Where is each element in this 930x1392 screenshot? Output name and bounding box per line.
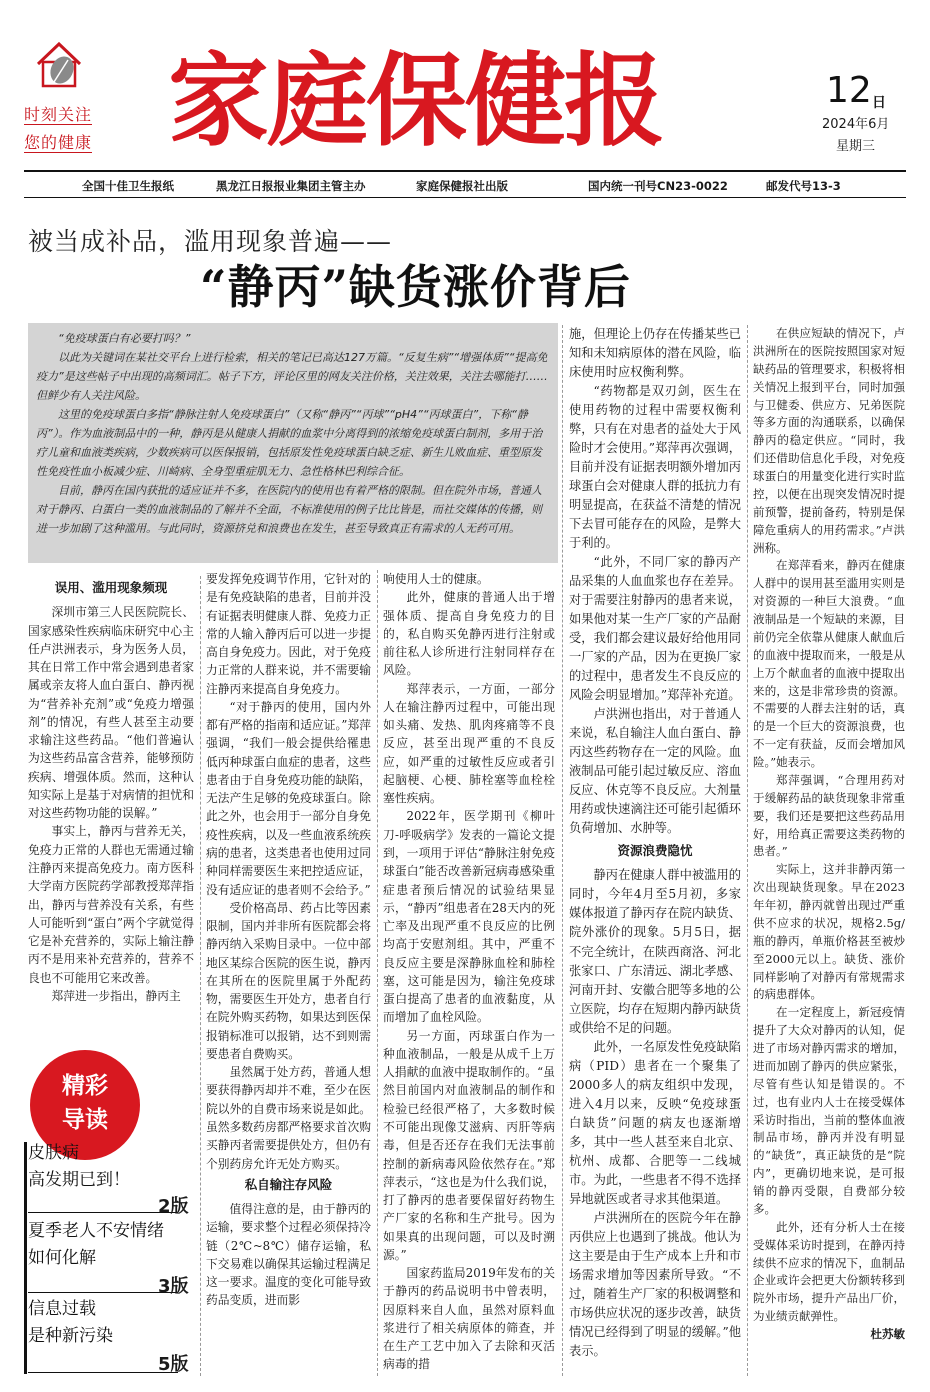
article-column-2 bbox=[206, 570, 371, 1380]
body-paragraph: 事实上，静丙与营养无关，免疫力正常的人群也无需通过输注静丙来提高免疫力。南方医科大学南方医院药学部教授郑萍指出，静丙与营养没有关系，有些人可能听到“蛋白”两个字就觉得它是补充营养的，实际上输注静丙不是用来补充营养的，营养不良也不可能用它来改善。 bbox=[28, 824, 194, 985]
issue-year-month: 2024年6月 bbox=[822, 117, 890, 132]
abstract-paragraph: 目前，静丙在国内获批的适应证并不多，在医院内的使用也有着严格的限制。但在院外市场，普通人对于静丙、白蛋白一类的血液制品的了解并不全面，不标准使用的例子比比皆是，而社交媒体的传播，则进一步加剧了这种滥用。与此同时，资源挤兑和浪费也在发生，甚至导致真正有需求的人无药可用。 bbox=[36, 484, 542, 535]
body-paragraph: 郑萍强调，“合理用药对于缓解药品的缺货现象非常重要，我们还是要把这些药品用好，用给真正需要这类药物的患者。” bbox=[753, 772, 905, 859]
body-paragraph: 值得注意的是，由于静丙的运输，要求整个过程必须保持冷链（2℃~8℃）储存运输，私下交易难以确保其运输过程满足这一要求。温度的变化可能导致药品变质，进而影 bbox=[206, 1202, 371, 1308]
body-paragraph: 施，但理论上仍存在传播某些已知和未知病原体的潜在风险，临床使用时应权衡利弊。 bbox=[569, 327, 741, 380]
promo-item-title: 信息过载 bbox=[28, 1299, 96, 1319]
badge-line-2: 导读 bbox=[62, 1107, 108, 1133]
promo-item-title: 如何化解 bbox=[28, 1248, 96, 1268]
promo-item-2[interactable] bbox=[28, 1218, 198, 1272]
house-leaf-logo-icon bbox=[34, 40, 84, 88]
article-abstract-box bbox=[28, 323, 558, 563]
body-paragraph: 在供应短缺的情况下，卢洪洲所在的医院按照国家对短缺药品的管理要求，积极将相关情况上报到平台，同时加强与卫健委、供应方、兄弟医院等多方面的沟通联系，以确保静丙的稳定供应。“同时，我们还借助信息化手段，对免疫球蛋白的用量变化进行实时监控，以便在出现突发情况时提前预警，提前备药，特别是保障危重病人的用药需求。”卢洪洲称。 bbox=[753, 326, 905, 555]
postal-code-text: 邮发代号13-3 bbox=[766, 179, 841, 193]
promo-item-title: 夏季老人不安情绪 bbox=[28, 1221, 164, 1241]
masthead-rule-bottom bbox=[24, 197, 906, 198]
slogan-line-1: 时刻关注 bbox=[24, 105, 93, 124]
body-paragraph: 响使用人士的健康。 bbox=[383, 572, 489, 586]
author-byline: 杜苏敏 bbox=[870, 1327, 905, 1341]
body-paragraph: “药物都是双刃剑，医生在使用药物的过程中需要权衡利弊，只有在对患者的益处大于风险时才会使用。”郑萍再次强调，目前并没有证据表明额外增加丙球蛋白会对健康人群的抵抗力有明显提高，在获益不清楚的情况下去冒可能存在的风险，是弊大于利的。 bbox=[569, 384, 741, 551]
newspaper-masthead-title: 家庭保健报 bbox=[168, 41, 664, 160]
promo-side-bar bbox=[24, 1142, 27, 1374]
column-divider bbox=[562, 325, 563, 1376]
body-paragraph: 要发挥免疫调节作用，它针对的是有免疫缺陷的患者，目前并没有证据表明健康人群、免疫力正常的人输入静丙后可以进一步提高自身免疫力。因此，对于免疫力正常的人群来说，并不需要输注静丙来提高自身免疫力。 bbox=[206, 572, 371, 696]
column-divider bbox=[377, 570, 378, 1376]
body-paragraph: “对于静丙的使用，国内外都有严格的指南和适应证。”郑萍强调，“我们一般会提供给罹患低丙种球蛋白血症的患者，这些患者由于自身免疫功能的缺陷，无法产生足够的免疫球蛋白。除此之外，也会用于一部分自身免疫性疾病，以及一些血液系统疾病的患者，这类患者也使用过同种同样需要医生来把控适应证，没有适应证的患者则不会给予。” bbox=[206, 699, 371, 897]
issue-day-unit: 日 bbox=[872, 95, 886, 111]
body-paragraph: 实际上，这并非静丙第一次出现缺货现象。早在2023年年初，静丙就曾出现过严重供不应求的状况，规格2.5g/瓶的静丙，单瓶价格甚至被炒至2000元以上。缺货、涨价同样影响了对静丙有常规需求的病患群体。 bbox=[753, 862, 905, 1002]
promo-item-title: 皮肤病 bbox=[28, 1143, 79, 1163]
promo-item-3[interactable] bbox=[28, 1296, 198, 1350]
promo-rule bbox=[28, 1292, 178, 1293]
body-paragraph: 国家药监局2019年发布的关于静丙的药品说明书中曾表明，因原料来自人血，虽然对原料血浆进行了相关病原体的筛查，并在生产工艺中加入了去除和灭活病毒的措 bbox=[383, 1266, 555, 1372]
promo-page-ref: 5版 bbox=[158, 1354, 189, 1375]
masthead-rule-top bbox=[24, 170, 906, 172]
column-divider bbox=[747, 325, 748, 1376]
article-kicker: 被当成补品，滥用现象普遍—— bbox=[28, 227, 393, 256]
article-headline: “静丙”缺货涨价背后 bbox=[200, 260, 631, 314]
promo-page-ref: 3版 bbox=[158, 1276, 189, 1297]
section-heading: 私自输注存风险 bbox=[244, 1176, 333, 1192]
article-column-1 bbox=[28, 576, 194, 1046]
body-paragraph: “此外，不同厂家的静丙产品采集的人血血浆也存在差异。对于需要注射静丙的患者来说，如果他对某一生产厂家的产品耐受，我们都会建议最好给他用同一厂家的产品，因为在更换厂家的过程中，患者发生不良反应的风险会明显增加。”郑萍补充道。 bbox=[569, 555, 741, 703]
body-paragraph: 静丙在健康人群中被滥用的同时，今年4月至5月初，多家媒体报道了静丙存在院内缺货、院外涨价的现象。5月5日，据不完全统计，在陕西商洛、河北张家口、广东清远、湖北孝感、河南开封、安徽合肥等多地的公立医院，均存在短期内静丙缺货或供给不足的问题。 bbox=[569, 868, 741, 1035]
column-divider bbox=[200, 576, 201, 1376]
body-paragraph: 虽然属于处方药，普通人想要获得静丙却并不难，至少在医院以外的自费市场来说是如此。虽然多数药房都严格要求首次购买静丙者需要提供处方，但仍有个别药房允许无处方购买。 bbox=[206, 1065, 371, 1171]
promo-page-ref: 2版 bbox=[158, 1196, 189, 1217]
body-paragraph: 此外，健康的普通人出于增强体质、提高自身免疫力的目的，私自购买免静丙进行注射或前往私人诊所进行注射同样存在风险。 bbox=[383, 590, 555, 678]
promo-rule bbox=[28, 1212, 178, 1213]
body-paragraph: 深圳市第三人民医院院长、国家感染性疾病临床研究中心主任卢洪洲表示，身为医务人员，其在日常工作中常会遇到患者家属或亲友将人血白蛋白、静丙视为“营养补充剂”或“免疫力增强剂”的情况，有些人甚至主动要求输注这些药品。“他们普遍认为这些药品富含营养，能够预防疾病、增强体质。然而，这种认知实际上是基于对病情的担忧和对这些药物功能的误解。” bbox=[28, 605, 194, 821]
award-text: 全国十佳卫生报纸 bbox=[82, 179, 174, 193]
body-paragraph: 另一方面，丙球蛋白作为一种血液制品，一般是从成千上万人捐献的血液中提取制作的。“虽然目前国内对血液制品的制作和检验已经很严格了，大多数时候不可能出现像艾滋病、丙肝等病毒，但是否还存在我们无法事前控制的新病毒风险依然存在。”郑萍表示，“这也是为什么我们说，打了静丙的患者要保留好药物生产厂家的名称和生产批号。因为如果真的出现问题，可以及时溯源。” bbox=[383, 1028, 555, 1262]
section-heading: 误用、滥用现象频现 bbox=[54, 580, 168, 595]
body-paragraph: 卢洪洲所在的医院今年在静丙供应上也遇到了挑战。他认为这主要是由于生产成本上升和市场需求增加等因素所导致。“不过，随着生产厂家的积极调整和市场供应状况的逐步改善，缺货情况已经得到了明显的缓解。”他表示。 bbox=[569, 1210, 741, 1358]
sponsor-text: 黑龙江日报报业集团主管主办 bbox=[216, 179, 366, 193]
body-paragraph: 在一定程度上，新冠疫情提升了大众对静丙的认知，促进了市场对静丙需求的增加，进而加剧了静丙的供应紧张，尽管有些认知是错误的。不过，也有业内人士在接受媒体采访时指出，当前的整体血液制品市场，静丙并没有明显的“缺货”，真正缺货的是“院内”，更确切地来说，是可报销的静丙受限，自费部分较多。 bbox=[753, 1005, 905, 1216]
issn-text: 国内统一刊号CN23-0022 bbox=[588, 179, 728, 193]
promo-rule bbox=[28, 1372, 178, 1373]
promo-item-1[interactable] bbox=[28, 1140, 198, 1194]
section-heading: 资源浪费隐忧 bbox=[617, 843, 693, 859]
promo-item-title: 高发期已到！ bbox=[28, 1170, 130, 1190]
abstract-paragraph: 以此为关键词在某社交平台上进行检索，相关的笔记已高达127万篇。“反复生病”“增强体质”“提高免疫力”是这些帖子中出现的高频词汇。帖子下方，评论区里的网友关注价格，关注效果，关注去哪能打……但鲜少有人关注风险。 bbox=[36, 351, 548, 402]
body-paragraph: 在郑萍看来，静丙在健康人群中的误用甚至滥用实则是对资源的一种巨大浪费。“血液制品是一个短缺的来源，目前仍完全依靠从健康人献血后的血液中提取而来，一般是从上万个献血者的血液中提取出来的，这是非常珍贵的资源。不需要的人群去注射的话，真的是一个巨大的资源浪费，也不一定有获益，反而会增加风险。”她表示。 bbox=[753, 558, 905, 769]
masthead-info-bar bbox=[24, 176, 906, 196]
article-column-5 bbox=[753, 325, 905, 1385]
body-paragraph: 2022年，医学期刊《柳叶刀-呼吸病学》发表的一篇论文提到，一项用于评估“静脉注射免疫球蛋白”能否改善新冠病毒感染重症患者预后情况的试验结果显示，“静丙”组患者在28天内的死亡率及出现严重不良反应的比例均高于安慰剂组。其中，严重不良反应主要是深静脉血栓和肺栓塞，这可能是因为，输注免疫球蛋白提高了患者的血液黏度，从而增加了血栓风险。 bbox=[383, 809, 555, 1025]
body-paragraph: 此外，还有分析人士在接受媒体采访时提到，在静丙持续供不应求的情况下，血制品企业或许会把更大份额转移到院外市场，提升产品出厂价，为业绩贡献弹性。 bbox=[753, 1219, 905, 1324]
issue-weekday: 星期三 bbox=[836, 139, 876, 154]
promo-item-title: 是种新污染 bbox=[28, 1326, 113, 1346]
article-column-3 bbox=[383, 570, 555, 1380]
article-column-4 bbox=[569, 325, 741, 1380]
body-paragraph: 卢洪洲也指出，对于普通人来说，私自输注人血白蛋白、静丙这些药物存在一定的风险。血液制品可能引起过敏反应、溶血反应、休克等不良反应。大剂量用药或快速滴注还可能引起循环负荷增加、水肿等。 bbox=[569, 707, 741, 836]
body-paragraph: 此外，一名原发性免疫缺陷病（PID）患者在一个聚集了2000多人的病友组织中发现，进入4月以来，反映“免疫球蛋白缺货”问题的病友也逐渐增多，其中一些人甚至来自北京、杭州、成都、合肥等一二线城市。为此，一些患者不得不选择异地就医或者寻求其他渠道。 bbox=[569, 1039, 741, 1206]
abstract-paragraph: “免疫球蛋白有必要打吗？” bbox=[58, 332, 191, 345]
badge-line-1: 精彩 bbox=[62, 1073, 108, 1099]
publisher-text: 家庭保健报社出版 bbox=[416, 179, 508, 193]
body-paragraph: 受价格高昂、药占比等因素限制，国内并非所有医院都会将静丙纳入采购目录中。一位中部地区某综合医院的医生说，静丙在其所在的医院里属于外配药物，需要医生开处方，患者自行在院外购买药物，如果达到医保报销标准可以报销，达不到则需要患者自费购买。 bbox=[206, 900, 371, 1061]
abstract-paragraph: 这里的免疫球蛋白多指“静脉注射人免疫球蛋白”（又称“静丙”“丙球”“pH4”“丙球蛋白”，下称“静丙”）。作为血液制品中的一种，静丙是从健康人捐献的血浆中分离得到的浓缩免疫球蛋白制剂，多用于治疗儿童和血液类疾病，少数疾病可以医保报销，包括原发性免疫球蛋白缺乏症、新生儿败血症、重型原发性免疫性血小板减少症、川崎病、全身型重症肌无力、急性格林巴利综合征。 bbox=[36, 408, 543, 478]
body-paragraph: 郑萍进一步指出，静丙主 bbox=[51, 988, 181, 1003]
body-paragraph: 郑萍表示，一方面，一部分人在输注静丙过程中，可能出现如头痛、发热、肌肉疼痛等不良反应，甚至出现严重的不良反应，如严重的过敏性反应或者引起脑梗、心梗、肺栓塞等血栓栓塞性疾病。 bbox=[383, 681, 555, 806]
issue-day: 12 bbox=[826, 70, 872, 111]
slogan-line-2: 您的健康 bbox=[24, 133, 93, 152]
